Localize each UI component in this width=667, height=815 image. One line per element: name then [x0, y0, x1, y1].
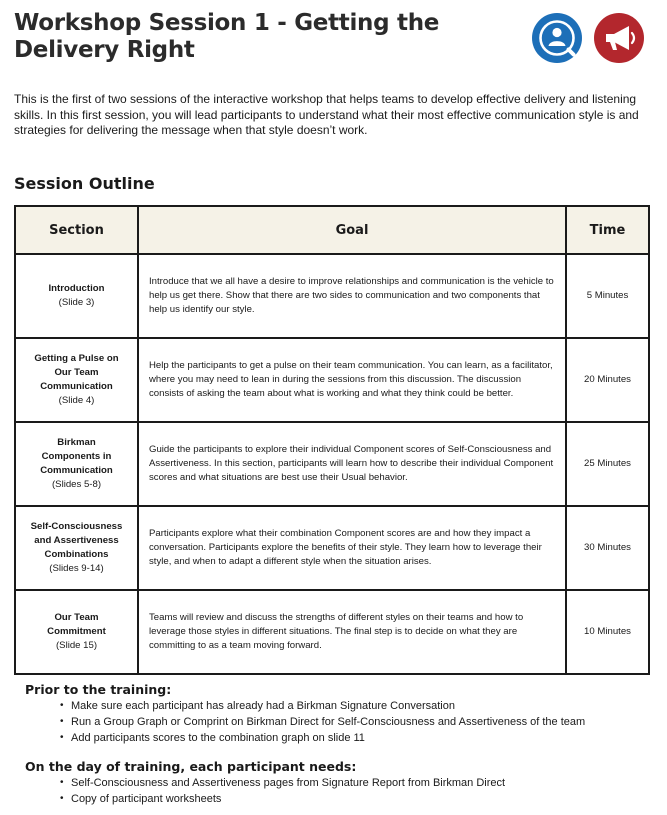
bullet-icon: •: [60, 732, 64, 743]
table-row: [15, 338, 649, 422]
section-name: Commitment: [47, 626, 106, 637]
list-item: [60, 730, 655, 746]
prior-heading: Prior to the training:: [25, 682, 172, 697]
section-slides: (Slide 15): [55, 640, 98, 651]
time-cell: 25 Minutes: [566, 422, 649, 506]
section-name: Communication: [40, 465, 113, 476]
section-name: Components in: [41, 451, 112, 462]
list-item: [60, 791, 655, 807]
intro-paragraph: This is the first of two sessions of the interactive workshop that helps teams to develop effective delivery and listening skills. In this first session, you will lead participants to understand what their most effective communication style is and strategies for delivering the message when that style doesn’t work.: [14, 92, 639, 137]
prior-to-training-block: [25, 682, 655, 746]
section-name: Getting a Pulse on: [34, 353, 119, 364]
section-cell: [15, 338, 138, 422]
dayof-list: [60, 775, 655, 807]
list-item-text: Copy of participant worksheets: [71, 793, 222, 805]
bullet-icon: •: [60, 716, 64, 727]
list-item: [60, 714, 655, 730]
section-name: Self-Consciousness: [30, 521, 123, 532]
table-header-row: [15, 206, 649, 254]
list-item-text: Self-Consciousness and Assertiveness pages from Signature Report from Birkman Direct: [71, 777, 506, 789]
time-cell: 30 Minutes: [566, 506, 649, 590]
section-name: Introduction: [48, 283, 105, 294]
table-row: [15, 254, 649, 338]
section-slides: (Slides 5-8): [51, 479, 102, 490]
list-item-text: Run a Group Graph or Comprint on Birkman Direct for Self-Consciousness and Assertiveness of the team: [71, 716, 586, 728]
section-cell: [15, 590, 138, 674]
goal-cell: Teams will review and discuss the strengths of different styles on their teams and how to leverage those styles in different situations. The final step is to decide on what they are committing to as a team moving forward.: [138, 590, 566, 674]
bullet-icon: •: [60, 777, 64, 788]
table-row: [15, 590, 649, 674]
column-header: Goal: [138, 206, 566, 254]
section-name: Our Team: [54, 612, 99, 623]
list-item: [60, 698, 655, 714]
section-name: and Assertiveness: [34, 535, 119, 546]
section-cell: [15, 506, 138, 590]
goal-cell: Guide the participants to explore their individual Component scores of Self-Consciousness and Assertiveness. In this section, participants will learn how to describe their individual Component scores and what situations are best use their Usual behavior.: [138, 422, 566, 506]
table-row: [15, 506, 649, 590]
section-slides: (Slide 3): [58, 297, 95, 308]
goal-cell: Introduce that we all have a desire to improve relationships and communication is the vehicle to help us get there. Show that there are two sides to communication and two components that help us identify our style.: [138, 254, 566, 338]
section-cell: [15, 422, 138, 506]
list-item-text: Add participants scores to the combination graph on slide 11: [71, 732, 365, 744]
page-title: Workshop Session 1 - Getting the Delivery Right: [14, 10, 440, 63]
dayof-heading: On the day of training, each participant needs:: [25, 759, 357, 774]
section-name: Birkman: [57, 437, 96, 448]
goal-cell: Participants explore what their combination Component scores are and how they impact a conversation. Participants explore the benefits of their style. They learn how to leverage their style, and when to adapt a different style when the situation arises.: [138, 506, 566, 590]
people-search-icon: [532, 13, 582, 63]
table-row: [15, 422, 649, 506]
column-header: Time: [566, 206, 649, 254]
time-cell: 10 Minutes: [566, 590, 649, 674]
list-item-text: Make sure each participant has already had a Birkman Signature Conversation: [71, 700, 455, 712]
prior-list: [60, 698, 655, 746]
section-name: Our Team: [54, 367, 99, 378]
section-name: Communication: [40, 381, 113, 392]
bullet-icon: •: [60, 793, 64, 804]
section-slides: (Slides 9-14): [49, 563, 104, 574]
section-cell: [15, 254, 138, 338]
time-cell: 20 Minutes: [566, 338, 649, 422]
section-heading: Session Outline: [14, 174, 155, 193]
list-item: [60, 775, 655, 791]
section-slides: (Slide 4): [58, 395, 95, 406]
session-outline-table: [14, 205, 650, 675]
time-cell: 5 Minutes: [566, 254, 649, 338]
goal-cell: Help the participants to get a pulse on their team communication. You can learn, as a facilitator, where you may need to lean in during the sessions from this discussion. The discussion consists of asking the team about what is working and what they think could be better.: [138, 338, 566, 422]
section-name: Combinations: [44, 549, 109, 560]
bullet-icon: •: [60, 700, 64, 711]
column-header: Section: [15, 206, 138, 254]
day-of-training-block: [25, 759, 655, 807]
megaphone-icon: [594, 13, 644, 63]
